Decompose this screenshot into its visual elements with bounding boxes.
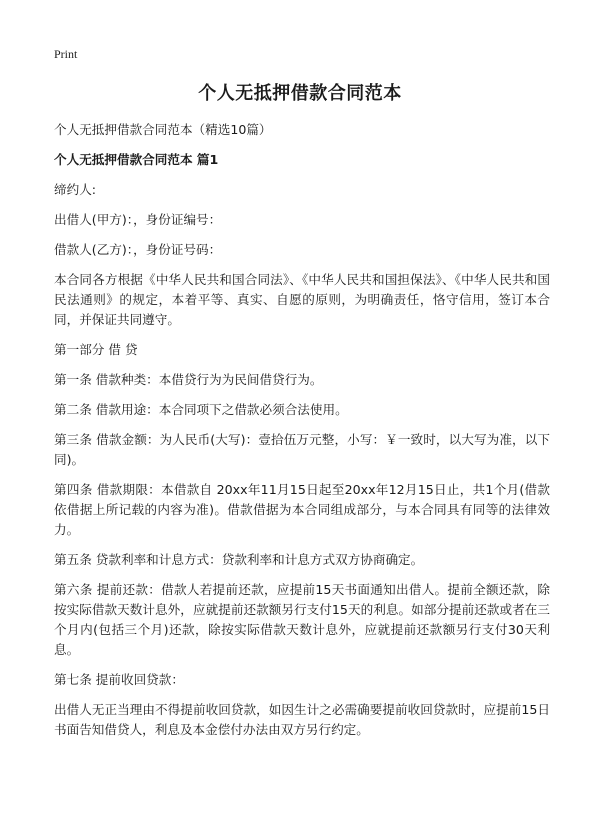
lender-line: 出借人(甲方)：，身份证编号：: [54, 212, 222, 227]
parties-label: 缔约人:: [54, 182, 97, 197]
borrower-line: 借款人(乙方)：，身份证号码：: [54, 242, 222, 257]
article-5: 第五条 贷款利率和计息方式：贷款利率和计息方式双方协商确定。: [54, 552, 424, 567]
article-7-heading: 第七条 提前收回贷款：: [54, 672, 184, 687]
section-heading: 个人无抵押借款合同范本 篇1: [54, 152, 219, 167]
print-link[interactable]: Print: [54, 47, 78, 61]
article-2: 第二条 借款用途：本合同项下之借款必须合法使用。: [54, 402, 348, 417]
article-3: 第三条 借款金额：为人民币(大写)：壹拾伍万元整，小写：￥一致时，以大写为准，以下同)。: [54, 432, 550, 467]
article-1: 第一条 借款种类：本借贷行为为民间借贷行为。: [54, 372, 323, 387]
preamble-paragraph: 本合同各方根据《中华人民共和国合同法》、《中华人民共和国担保法》、《中华人民共和国民法通则》的规定，本着平等、真实、自愿的原则，为明确责任，恪守信用，签订本合同，并保证共同遵守。: [54, 272, 550, 327]
subtitle: 个人无抵押借款合同范本（精选10篇）: [54, 122, 272, 137]
part-one-heading: 第一部分 借 贷: [54, 342, 138, 357]
article-6: 第六条 提前还款：借款人若提前还款，应提前15天书面通知出借人。提前全额还款，除按实际借款天数计息外，应就提前还款额另行支付15天的利息。如部分提前还款或者在三个月内(包括三个月)还款，除按实际借款天数计息外，应就提前还款额另行支付30天利息。: [54, 582, 550, 657]
document-title: 个人无抵押借款合同范本: [198, 83, 402, 104]
article-4: 第四条 借款期限：本借款自 20xx年11月15日起至20xx年12月15日止，共1个月(借款依借据上所记载的内容为准)。借款借据为本合同组成部分，与本合同具有同等的法律效力。: [54, 482, 550, 537]
article-7-body: 出借人无正当理由不得提前收回贷款，如因生计之必需确要提前收回贷款时，应提前15日书面告知借贷人，利息及本金偿付办法由双方另行约定。: [54, 702, 550, 737]
document-body: [54, 120, 550, 750]
